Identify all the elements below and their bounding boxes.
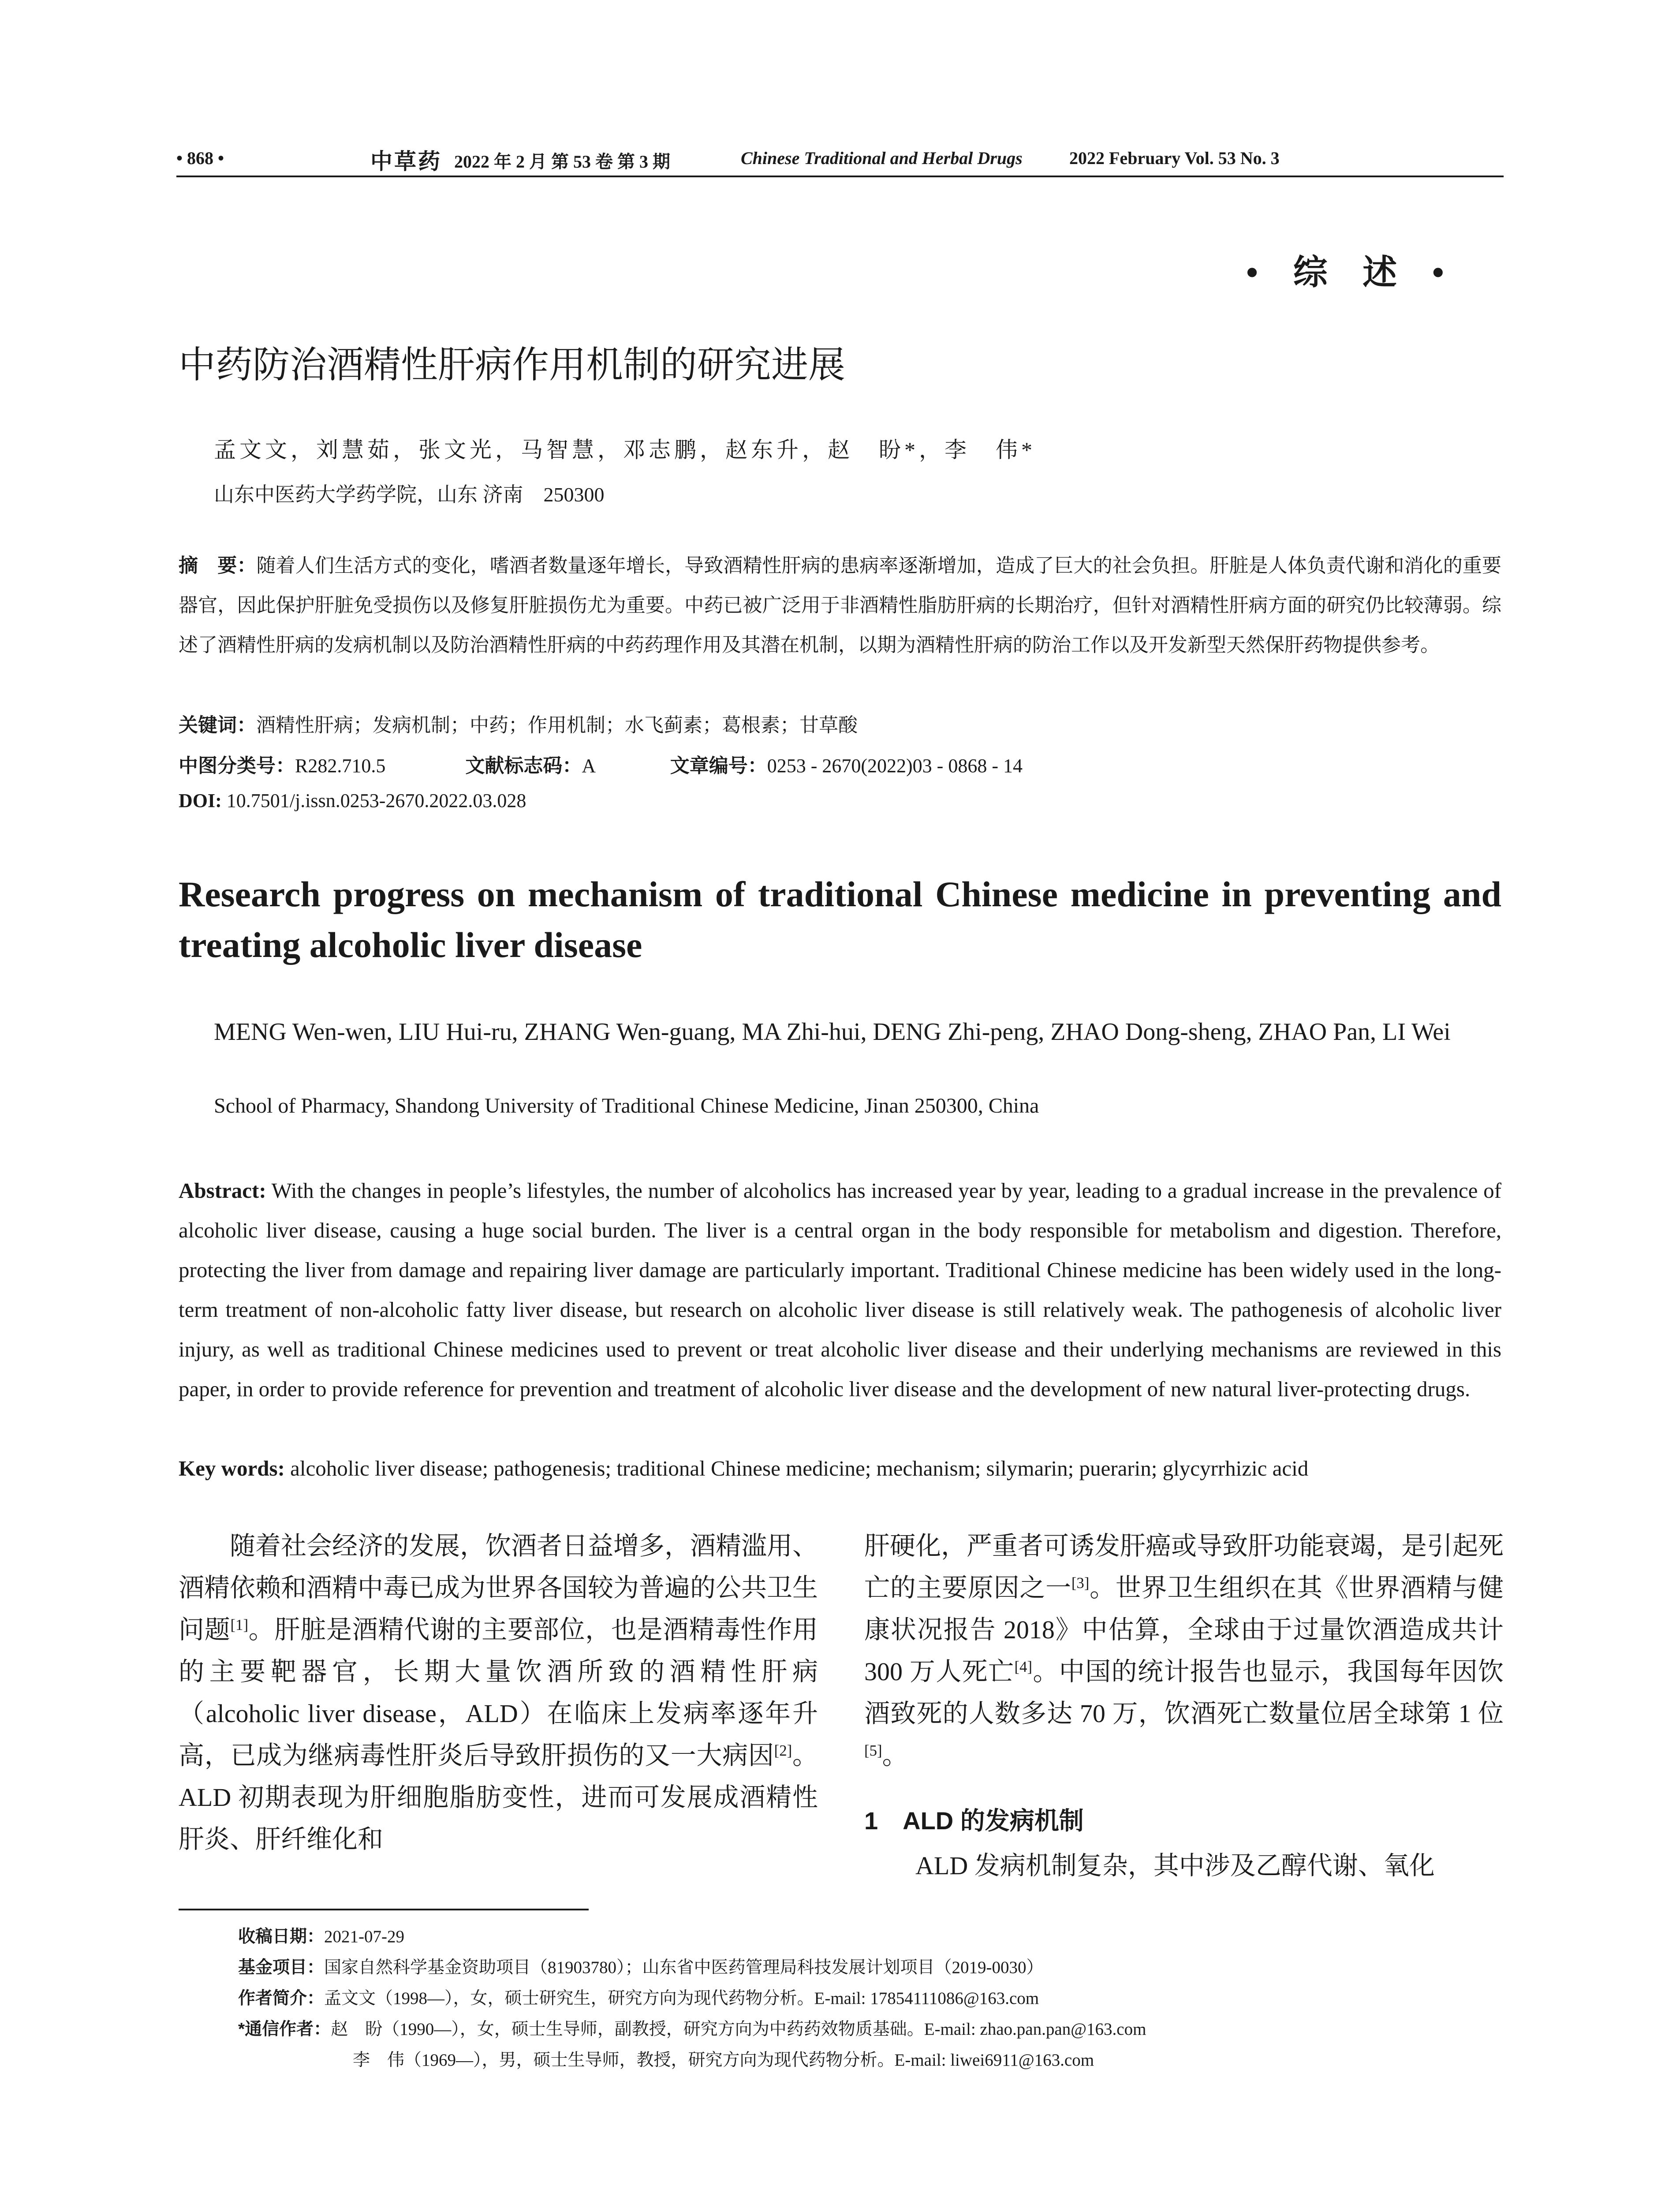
- page-number: • 868 •: [176, 148, 224, 168]
- header-rule: [176, 176, 1504, 177]
- body-text: 。世界卫生组织在其《世界酒精与健康状况报告 2018》中估算，全球由于过量饮酒造成共计 300 万人死亡: [864, 1573, 1504, 1686]
- doi-value[interactable]: 10.7501/j.issn.0253-2670.2022.03.028: [226, 790, 526, 811]
- body-text: 随着社会经济的发展，饮酒者日益增多，酒精滥用、酒精依赖和酒精中毒已成为世界各国较为普遍的公共卫生问题: [179, 1532, 818, 1644]
- received-date: 2021-07-29: [324, 1927, 404, 1946]
- abstract-cn-text: 随着人们生活方式的变化，嗜酒者数量逐年增长，导致酒精性肝病的患病率逐渐增加，造成了巨大的社会负担。肝脏是人体负责代谢和消化的重要器官，因此保护肝脏免受损伤以及修复肝脏损伤尤为重要。中药已被广泛用于非酒精性脂肪肝病的长期治疗，但针对酒精性肝病方面的研究仍比较薄弱。综述了酒精性肝病的发病机制以及防治酒精性肝病的中药药理作用及其潜在机制，以期为酒精性肝病的防治工作以及开发新型天然保肝药物提供参考。: [179, 555, 1502, 656]
- footnote-funding: [238, 1954, 1044, 1978]
- keywords-en-text: alcoholic liver disease; pathogenesis; traditional Chinese medicine; mechanism; silymarin; puerarin; glycyrrhizic acid: [290, 1456, 1309, 1480]
- funding-label: 基金项目：: [238, 1958, 325, 1977]
- body-text: 。中国的统计报告也显示，我国每年因饮酒致死的人数多达 70 万，饮酒死亡数量位居全球第 1 位: [864, 1657, 1504, 1728]
- abstract-cn-label: 摘 要：: [179, 555, 257, 576]
- doc-code-label: 文献标志码：: [465, 755, 582, 777]
- citation-ref[interactable]: [1]: [230, 1616, 249, 1633]
- authors-cn: 孟文文，刘慧茹，张文光，马智慧，邓志鹏，赵东升，赵 盼*，李 伟*: [214, 437, 1036, 462]
- article-number-value: 0253 - 2670(2022)03 - 0868 - 14: [767, 755, 1023, 777]
- classification-row: [179, 750, 1023, 778]
- issue-info-en: 2022 February Vol. 53 No. 3: [1069, 148, 1280, 168]
- footnote-corresponding-1: [238, 2015, 1146, 2040]
- author-bio-text: 孟文文（1998—），女，硕士研究生，研究方向为现代药物分析。E-mail: 17854111086@163.com: [324, 1989, 1039, 2008]
- doc-code-value: A: [582, 755, 595, 777]
- article-number-label: 文章编号：: [670, 755, 767, 777]
- affiliation-cn: 山东中医药大学药学院，山东 济南 250300: [214, 483, 605, 506]
- section-body-text: ALD 发病机制复杂，其中涉及乙醇代谢、氧化: [915, 1851, 1435, 1880]
- doi-row: [179, 789, 526, 812]
- abstract-en: [179, 1171, 1501, 1409]
- body-text: 。肝脏是酒精代谢的主要部位，也是酒精毒性作用的主要靶器官，长期大量饮酒所致的酒精性肝病（alcoholic liver disease，ALD）在临床上发病率逐年升高，已成为继病毒性肝炎后导致肝损伤的又一大病因: [179, 1615, 818, 1770]
- clc-value: R282.710.5: [295, 755, 386, 777]
- corresponding-text-1: 赵 盼（1990—），女，硕士生导师，副教授，研究方向为中药药效物质基础。E-mail: zhao.pan.pan@163.com: [331, 2020, 1146, 2039]
- citation-ref[interactable]: [4]: [1014, 1658, 1033, 1675]
- footnote-rule: [179, 1909, 589, 1910]
- abstract-cn: [179, 546, 1501, 665]
- affiliation-en: School of Pharmacy, Shandong University of Traditional Chinese Medicine, Jinan 250300, China: [214, 1094, 1039, 1117]
- body-column-left: [179, 1525, 818, 1860]
- abstract-en-text: With the changes in people’s lifestyles, the number of alcoholics has increased year by year, leading to a gradual increase in the prevalence of alcoholic liver disease, causing a huge social burden. The liver is a central organ in the body responsible for metabolism and digestion. Therefore, protecting the liver from damage and repairing liver damage are particularly important. Traditional Chinese medicine has been widely used in the long-term treatment of non-alcoholic fatty liver disease, but research on alcoholic liver disease is still relatively weak. The pathogenesis of alcoholic liver injury, as well as traditional Chinese medicines used to prevent or treat alcoholic liver disease and their underlying mechanisms are reviewed in this paper, in order to provide reference for prevention and treatment of alcoholic liver disease and the development of new natural liver-protecting drugs.: [179, 1178, 1501, 1401]
- citation-ref[interactable]: [3]: [1071, 1574, 1090, 1592]
- authors-en: MENG Wen-wen, LIU Hui-ru, ZHANG Wen-guang, MA Zhi-hui, DENG Zhi-peng, ZHAO Dong-sheng, ZHAO Pan, LI Wei: [214, 1018, 1451, 1046]
- keywords-en-label: Key words:: [179, 1456, 285, 1480]
- received-label: 收稿日期：: [238, 1927, 325, 1946]
- title-cn: 中药防治酒精性肝病作用机制的研究进展: [179, 344, 846, 385]
- corresponding-label: *通信作者：: [238, 2020, 331, 2039]
- title-en: Research progress on mechanism of traditional Chinese medicine in preventing and treating alcoholic liver disease: [179, 874, 1501, 965]
- body-text: 。ALD 初期表现为肝细胞脂肪变性，进而可发展成酒精性肝炎、肝纤维化和: [179, 1741, 818, 1854]
- body-column-right: [864, 1525, 1504, 1776]
- column-label: • 综 述 •: [1246, 253, 1457, 292]
- keywords-cn-label: 关键词：: [179, 714, 256, 736]
- footnote-author-bio: [238, 1984, 1039, 2009]
- citation-ref[interactable]: [2]: [774, 1742, 792, 1759]
- citation-ref[interactable]: [5]: [864, 1742, 882, 1759]
- doi-label: DOI:: [179, 790, 222, 811]
- issue-info-cn: 2022 年 2 月 第 53 卷 第 3 期: [454, 152, 670, 172]
- clc-label: 中图分类号：: [179, 755, 295, 777]
- abstract-en-label: Abstract:: [179, 1178, 266, 1203]
- footnote-corresponding-2: [353, 2046, 1094, 2071]
- footnote-received: [238, 1923, 404, 1947]
- body-text: 。: [882, 1741, 908, 1770]
- journal-name-en: Chinese Traditional and Herbal Drugs: [741, 148, 1023, 168]
- keywords-en: [179, 1449, 1501, 1488]
- keywords-cn: [179, 709, 858, 737]
- keywords-cn-text: 酒精性肝病；发病机制；中药；作用机制；水飞蓟素；葛根素；甘草酸: [256, 714, 858, 736]
- journal-logo: 中草药: [370, 149, 442, 174]
- funding-text: 国家自然科学基金资助项目（81903780）；山东省中医药管理局科技发展计划项目（2019-0030）: [324, 1958, 1044, 1977]
- body-text: 肝硬化，严重者可诱发肝癌或导致肝功能衰竭，是引起死亡的主要原因之一: [864, 1532, 1504, 1602]
- corresponding-text-2: 李 伟（1969—），男，硕士生导师，教授，研究方向为现代药物分析。E-mail: liwei6911@163.com: [353, 2051, 1094, 2070]
- author-bio-label: 作者简介：: [238, 1989, 325, 2008]
- section-heading: 1 ALD 的发病机制: [864, 1807, 1084, 1835]
